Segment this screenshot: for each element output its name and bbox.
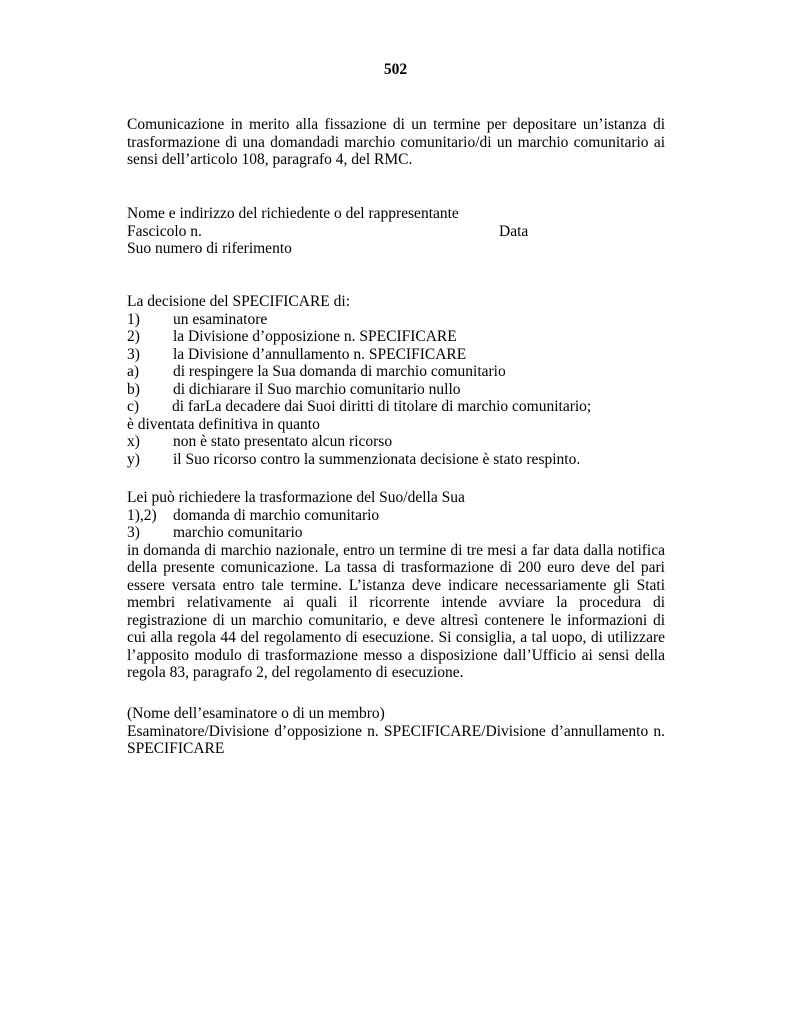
decision-item-num: a) — [127, 363, 140, 380]
conversion-item-text: domanda di marchio comunitario — [173, 506, 380, 524]
reason-item-num: y) — [127, 450, 140, 468]
decision-item-text: di farLa decadere dai Suoi diritti di titolare di marchio comunitario; — [172, 398, 592, 415]
decision-block — [127, 293, 665, 468]
header-block — [127, 205, 665, 258]
conversion-block — [127, 489, 665, 682]
conversion-item-num: 1),2) — [127, 506, 157, 524]
conversion-title: Lei può richiedere la trasformazione del Suo/della Sua — [127, 489, 465, 506]
reason-item-text: non è stato presentato alcun ricorso — [173, 433, 393, 450]
decision-item-text: un esaminatore — [173, 310, 268, 328]
conversion-item-num: 3) — [127, 524, 140, 541]
decision-final-line: è diventata definitiva in quanto — [127, 415, 320, 433]
reason-item — [127, 451, 665, 469]
reason-item-num: x) — [127, 433, 140, 450]
signature-block — [127, 705, 665, 758]
decision-item — [127, 381, 665, 399]
decision-item — [127, 328, 665, 346]
signer-division: Esaminatore/Divisione d’opposizione n. SPECIFICARE/Divisione d’annullamento n. SPECIFICARE — [127, 722, 665, 757]
decision-item-num: c) — [127, 398, 140, 415]
decision-item-text: di respingere la Sua domanda di marchio comunitario — [173, 363, 506, 380]
file-number-label: Fascicolo n. — [127, 222, 202, 240]
intro-paragraph: Comunicazione in merito alla fissazione di un termine per depositare un’istanza di trasformazione di una domandadi marchio comunitario/di un marchio comunitario ai sensi dell’articolo 108, paragrafo 4, del RMC. — [127, 116, 665, 168]
decision-item-num: 2) — [127, 328, 140, 345]
page-number: 502 — [383, 61, 408, 78]
decision-item-text: la Divisione d’annullamento n. SPECIFICARE — [173, 345, 467, 363]
reason-item-text: il Suo ricorso contro la summenzionata decisione è stato respinto. — [173, 450, 581, 468]
reference-line: Suo numero di riferimento — [127, 240, 292, 257]
signer-name: (Nome dell’esaminatore o di un membro) — [127, 705, 385, 722]
decision-item — [127, 363, 665, 381]
conversion-body: in domanda di marchio nazionale, entro un termine di tre mesi a far data dalla notifica della presente comunicazione. La tassa di trasformazione di 200 euro deve del pari essere versata entro tale termine. L’istanza deve indicare necessariamente gli Stati membri relativamente ai quali il ricorrente intende avviare la procedura di registrazione di un marchio comunitario, e deve altresì contenere le informazioni di cui alla regola 44 del regolamento di esecuzione. Si consiglia, a tal uopo, di utilizzare l’apposito modulo di trasformazione messo a disposizione dall’Ufficio ai sensi della regola 83, paragrafo 2, del regolamento di esecuzione. — [127, 541, 665, 681]
decision-item-num: 1) — [127, 310, 140, 328]
reason-item — [127, 433, 665, 451]
conversion-item — [127, 524, 665, 542]
conversion-item-text: marchio comunitario — [173, 524, 303, 541]
decision-item — [127, 398, 665, 416]
decision-item-num: b) — [127, 380, 140, 398]
decision-item-text: di dichiarare il Suo marchio comunitario nullo — [173, 380, 461, 398]
decision-title: La decisione del SPECIFICARE di: — [127, 293, 351, 310]
decision-item — [127, 346, 665, 364]
date-label: Data — [499, 222, 529, 240]
decision-item — [127, 311, 665, 329]
applicant-line: Nome e indirizzo del richiedente o del rappresentante — [127, 205, 459, 222]
file-date-line — [127, 223, 665, 241]
decision-item-text: la Divisione d’opposizione n. SPECIFICARE — [173, 328, 457, 345]
decision-item-num: 3) — [127, 345, 140, 363]
conversion-item — [127, 507, 665, 525]
